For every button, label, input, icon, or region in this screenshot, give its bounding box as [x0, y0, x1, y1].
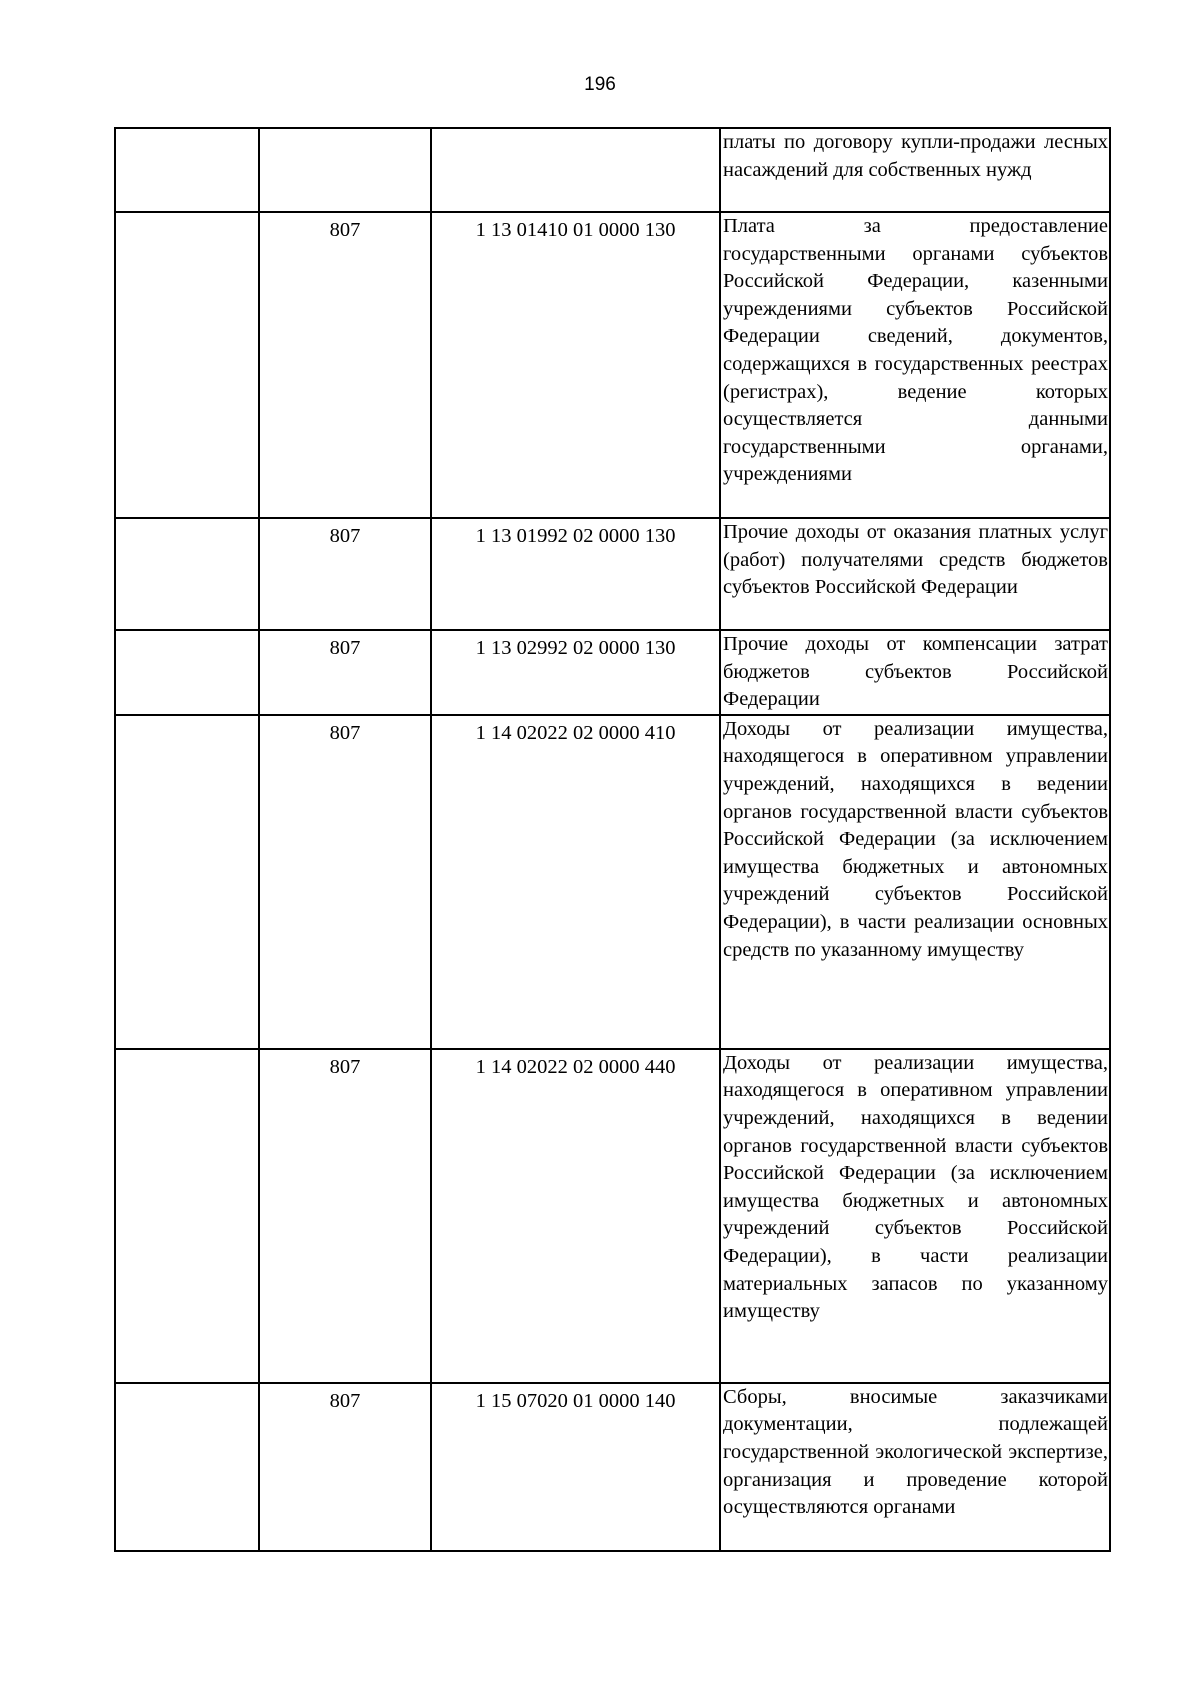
table-row	[115, 630, 1110, 715]
budget-code-cell: 1 13 01410 01 0000 130	[431, 212, 720, 518]
description-cell: Прочие доходы от компенсации затрат бюджетов субъектов Российской Федерации	[720, 630, 1110, 715]
table-row	[115, 212, 1110, 518]
row-blank-cell	[115, 518, 259, 630]
description-cell: Доходы от реализации имущества, находящегося в оперативном управлении учреждений, находящихся в ведении органов государственной власти субъектов Российской Федерации (за исключением имущества бюджетных и автономных учреждений субъектов Российской Федерации), в части реализации основных средств по указанному имуществу	[720, 715, 1110, 1049]
description-cell: платы по договору купли-продажи лесных насаждений для собственных нужд	[720, 128, 1110, 212]
row-blank-cell	[115, 630, 259, 715]
table-row	[115, 1383, 1110, 1551]
budget-code-cell: 1 14 02022 02 0000 440	[431, 1049, 720, 1383]
page-number: 196	[584, 74, 616, 95]
table-row	[115, 715, 1110, 1049]
row-blank-cell	[115, 128, 259, 212]
budget-code-cell	[431, 128, 720, 212]
budget-code-cell: 1 13 02992 02 0000 130	[431, 630, 720, 715]
admin-code-cell: 807	[259, 518, 431, 630]
row-blank-cell	[115, 1383, 259, 1551]
budget-code-cell: 1 13 01992 02 0000 130	[431, 518, 720, 630]
row-blank-cell	[115, 715, 259, 1049]
description-cell: Сборы, вносимые заказчиками документации, подлежащей государственной экологической экспертизе, организация и проведение которой осуществляются органами	[720, 1383, 1110, 1551]
budget-code-cell: 1 14 02022 02 0000 410	[431, 715, 720, 1049]
revenue-codes-table	[114, 127, 1111, 1552]
description-cell: Плата за предоставление государственными органами субъектов Российской Федерации, казенными учреждениями субъектов Российской Федерации сведений, документов, содержащихся в государственных реестрах (регистрах), ведение которых осуществляется данными государственными органами, учреждениями	[720, 212, 1110, 518]
table-row	[115, 518, 1110, 630]
admin-code-cell	[259, 128, 431, 212]
table-row	[115, 128, 1110, 212]
admin-code-cell: 807	[259, 1383, 431, 1551]
budget-code-cell: 1 15 07020 01 0000 140	[431, 1383, 720, 1551]
admin-code-cell: 807	[259, 1049, 431, 1383]
admin-code-cell: 807	[259, 212, 431, 518]
description-cell: Доходы от реализации имущества, находящегося в оперативном управлении учреждений, находящихся в ведении органов государственной власти субъектов Российской Федерации (за исключением имущества бюджетных и автономных учреждений субъектов Российской Федерации), в части реализации материальных запасов по указанному имуществу	[720, 1049, 1110, 1383]
admin-code-cell: 807	[259, 630, 431, 715]
row-blank-cell	[115, 1049, 259, 1383]
admin-code-cell: 807	[259, 715, 431, 1049]
row-blank-cell	[115, 212, 259, 518]
table-row	[115, 1049, 1110, 1383]
description-cell: Прочие доходы от оказания платных услуг (работ) получателями средств бюджетов субъектов Российской Федерации	[720, 518, 1110, 630]
